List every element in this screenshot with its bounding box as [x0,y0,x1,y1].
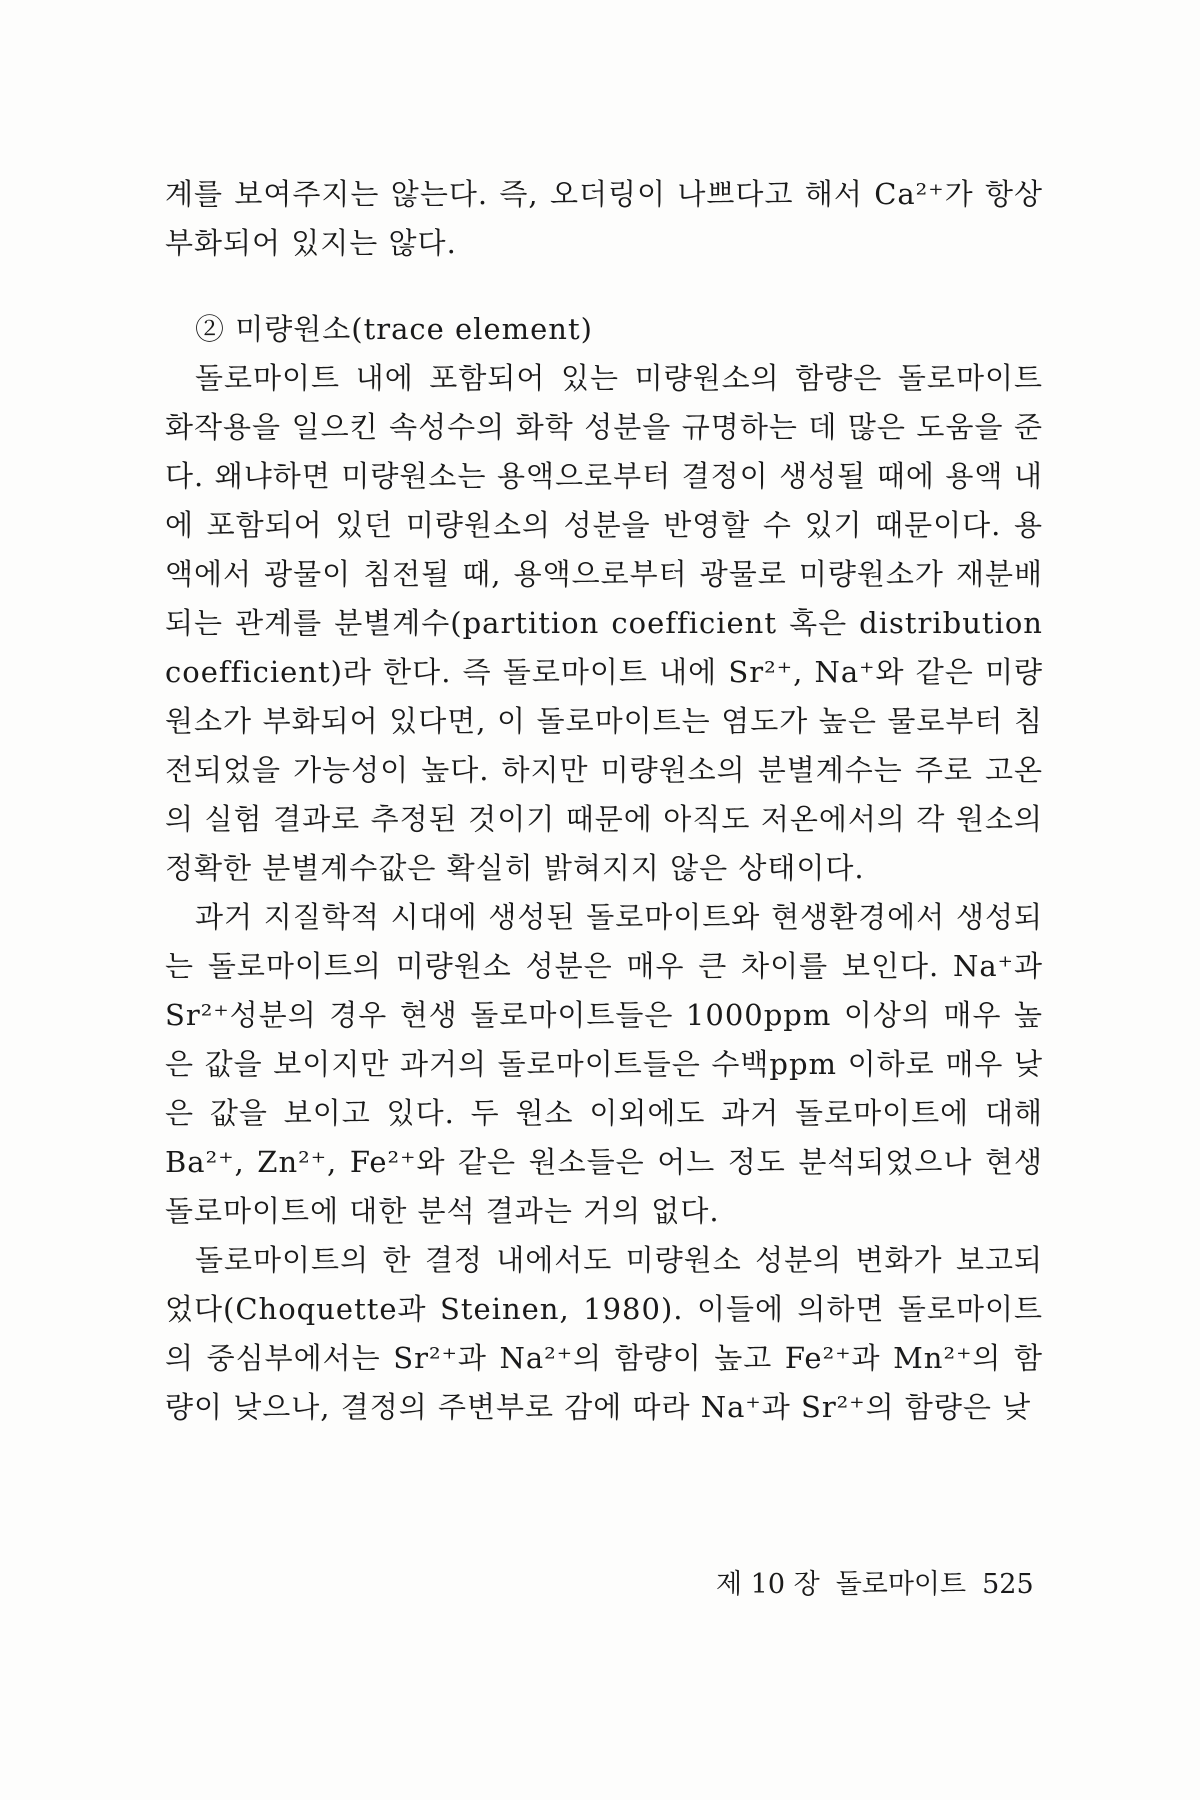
paragraph-trace-element-intro: 돌로마이트 내에 포함되어 있는 미량원소의 함량은 돌로마이트 화작용을 일으킨 속성수의 화학 성분을 규명하는 데 많은 도움을 준다. 왜냐하면 미량원소는 용액으로부터 결정이 생성될 때에 용액 내에 포함되어 있던 미량원소의 성분을 반영할 수 있기 때문이다. 용액에서 광물이 침전될 때, 용액으로부터 광물로 미량원소가 재분배되는 관계를 분별계수(partition coefficient 혹은 distribution coefficient)라 한다. 즉 돌로마이트 내에 Sr²⁺, Na⁺와 같은 미량원소가 부화되어 있다면, 이 돌로마이트는 염도가 높은 물로부터 침전되었을 가능성이 높다. 하지만 미량원소의 분별계수는 주로 고온의 실험 결과로 추정된 것이기 때문에 아직도 저온에서의 각 원소의 정확한 분별계수값은 확실히 밝혀지지 않은 상태이다. [165,361,1043,885]
paragraph-past-vs-modern: 과거 지질학적 시대에 생성된 돌로마이트와 현생환경에서 생성되는 돌로마이트의 미량원소 성분은 매우 큰 차이를 보인다. Na⁺과 Sr²⁺성분의 경우 현생 돌로마이트들은 1000ppm 이상의 매우 높은 값을 보이지만 과거의 돌로마이트들은 수백ppm 이하로 매우 낮은 값을 보이고 있다. 두 원소 이외에도 과거 돌로마이트에 대해 Ba²⁺, Zn²⁺, Fe²⁺와 같은 원소들은 어느 정도 분석되었으나 현생 돌로마이트에 대한 분석 결과는 거의 없다. [165,900,1043,1228]
body-text [165,170,1043,1432]
paragraph-continued: 계를 보여주지는 않는다. 즉, 오더링이 나쁘다고 해서 Ca²⁺가 항상 부화되어 있지는 않다. [165,177,1043,260]
section-heading-trace-element: ② 미량원소(trace element) [195,312,593,346]
footer-title: 돌로마이트 [835,1569,967,1600]
page-footer [700,1565,1034,1605]
footer-chapter: 제 10 장 [716,1569,820,1600]
page-number: 525 [982,1569,1034,1600]
paragraph-crystal-zoning: 돌로마이트의 한 결정 내에서도 미량원소 성분의 변화가 보고되었다(Choquette과 Steinen, 1980). 이들에 의하면 돌로마이트의 중심부에서는 Sr²⁺과 Na²⁺의 함량이 높고 Fe²⁺과 Mn²⁺의 함량이 낮으나, 결정의 주변부로 감에 따라 Na⁺과 Sr²⁺의 함량은 낮 [165,1243,1043,1424]
